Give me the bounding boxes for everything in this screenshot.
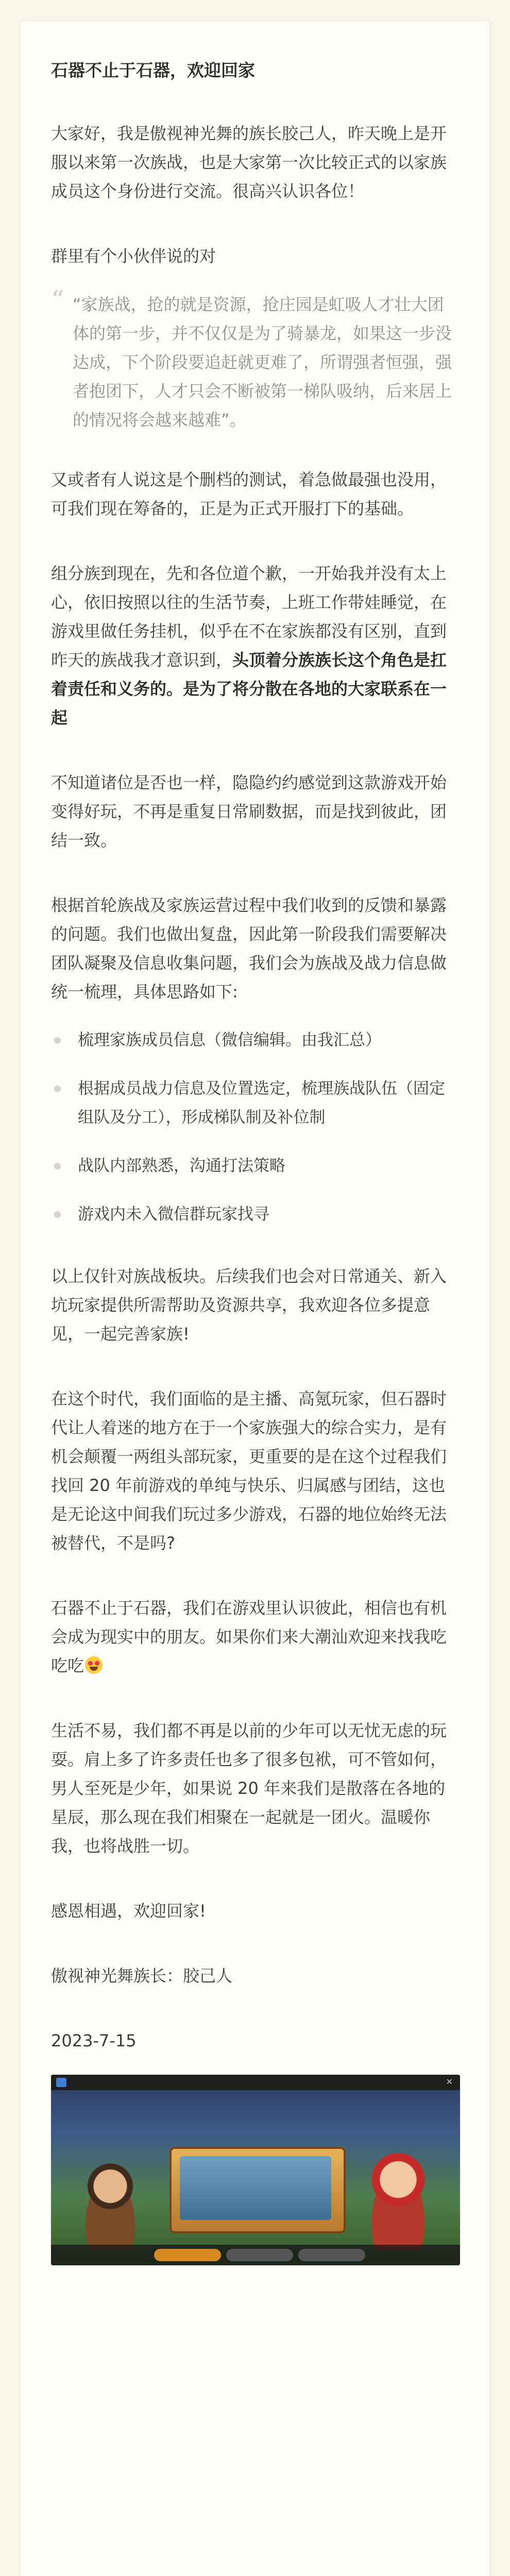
game-logo-icon [56, 2078, 66, 2087]
game-button-tertiary [298, 2249, 365, 2261]
game-button-primary [154, 2249, 221, 2261]
list-item [51, 1151, 459, 1180]
quote-mark-icon: “ [51, 285, 64, 315]
game-panel-inner [180, 2156, 331, 2220]
game-bottom-bar [51, 2245, 460, 2265]
game-window-titlebar [51, 2075, 460, 2090]
game-screenshot-image [51, 2075, 460, 2265]
list-item [51, 1200, 459, 1229]
paragraph-era: 在这个时代，我们面临的是主播、高氪玩家，但石器时代让人着迷的地方在于一个家族强大的综合实力，是有机会颠覆一两组头部玩家，更重要的是在这个过程我们找回 20 年前游戏的单纯与快乐、归属感与团结，这也是无论这中间我们玩过多少游戏，石器的地位始终无法被替代，不是吗? [51, 1389, 447, 1553]
paragraph-group-quote-lead: 群里有个小伙伴说的对 [51, 246, 216, 266]
note-title: 石器不止于石器，欢迎回家 [51, 60, 255, 80]
blockquote [51, 285, 459, 434]
date: 2023-7-15 [51, 2031, 137, 2050]
list-item [51, 1074, 459, 1132]
bullet-icon [54, 1086, 61, 1092]
bullet-icon [54, 1163, 61, 1170]
paragraph-apology-bold: 头顶着分族族长这个角色是扛着责任和义务的。是为了将分散在各地的大家联系在一起 [51, 650, 447, 727]
paragraph-apology [51, 559, 459, 732]
plan-list [51, 1026, 459, 1229]
list-item [51, 1026, 459, 1055]
paragraph-welcome: 感恩相遇，欢迎回家! [51, 1901, 206, 1921]
close-icon: ✕ [446, 2077, 453, 2087]
list-item-text: 梳理家族成员信息（微信编辑。由我汇总） [78, 1031, 381, 1049]
heart-eyes-emoji-icon [85, 1656, 103, 1674]
paragraph-intro: 大家好，我是傲视神光舞的族长胶己人，昨天晚上是开服以来第一次族战，也是大家第一次比较正式的以家族成员这个身份进行交流。很高兴认识各位！ [51, 124, 447, 201]
bullet-icon [54, 1037, 61, 1044]
list-item-text: 根据成员战力信息及位置选定，梳理族战队伍（固定组队及分工），形成梯队制及补位制 [78, 1079, 445, 1127]
paragraph-life: 生活不易，我们都不再是以前的少年可以无忧无虑的玩耍。肩上多了许多责任也多了很多包袱，可不管如何，男人至死是少年，如果说 20 年来我们是散落在各地的星辰，那么现在我们相聚在一起就是一团火。温暖你我，也将战胜一切。 [51, 1721, 447, 1856]
paragraph-friends-text: 石器不止于石器，我们在游戏里认识彼此，相信也有机会成为现实中的朋友。如果你们来大潮汕欢迎来找我吃吃吃 [51, 1598, 447, 1675]
signature: 傲视神光舞族长：胶己人 [51, 1966, 233, 1986]
list-item-text: 战队内部熟悉，沟通打法策略 [78, 1157, 285, 1175]
game-character-right [357, 2142, 439, 2250]
paragraph-followup: 以上仅针对族战板块。后续我们也会对日常通关、新入坑玩家提供所需帮助及资源共享，我欢迎各位多提意见，一起完善家族! [51, 1266, 447, 1344]
paragraph-test-server: 又或者有人说这是个删档的测试，着急做最强也没用，可我们现在筹备的，正是为正式开服打下的基础。 [51, 470, 447, 518]
bullet-icon [54, 1211, 61, 1218]
list-item-text: 游戏内未入微信群玩家找寻 [78, 1205, 269, 1224]
paragraph-unity: 不知道诸位是否也一样，隐隐约约感觉到这款游戏开始变得好玩，不再是重复日常刷数据，而是找到彼此，团结一致。 [51, 773, 447, 850]
note-card [20, 21, 490, 2576]
game-panel [169, 2147, 346, 2233]
blockquote-text: “家族战，抢的就是资源，抢庄园是虹吸人才壮大团体的第一步，并不仅仅是为了骑暴龙，如果这一步没达成，下个阶段要追赶就更难了，所谓强者恒强，强者抱团下，人才只会不断被第一梯队吸纳，后来居上的情况将会越来越难”。 [73, 295, 452, 430]
game-button-secondary [226, 2249, 293, 2261]
game-character-left [72, 2152, 149, 2250]
paragraph-friends [51, 1594, 459, 1680]
paragraph-plan-intro: 根据首轮族战及家族运营过程中我们收到的反馈和暴露的问题。我们也做出复盘，因此第一阶段我们需要解决团队凝聚及信息收集问题，我们会为族战及战力信息做统一梳理，具体思路如下: [51, 895, 447, 1002]
paragraph-apology-text: 组分族到现在，先和各位道个歉，一开始我并没有太上心，依旧按照以往的生活节奏，上班工作带娃睡觉，在游戏里做任务挂机，似乎在不在家族都没有区别，直到昨天的族战我才意识到， [51, 564, 447, 670]
